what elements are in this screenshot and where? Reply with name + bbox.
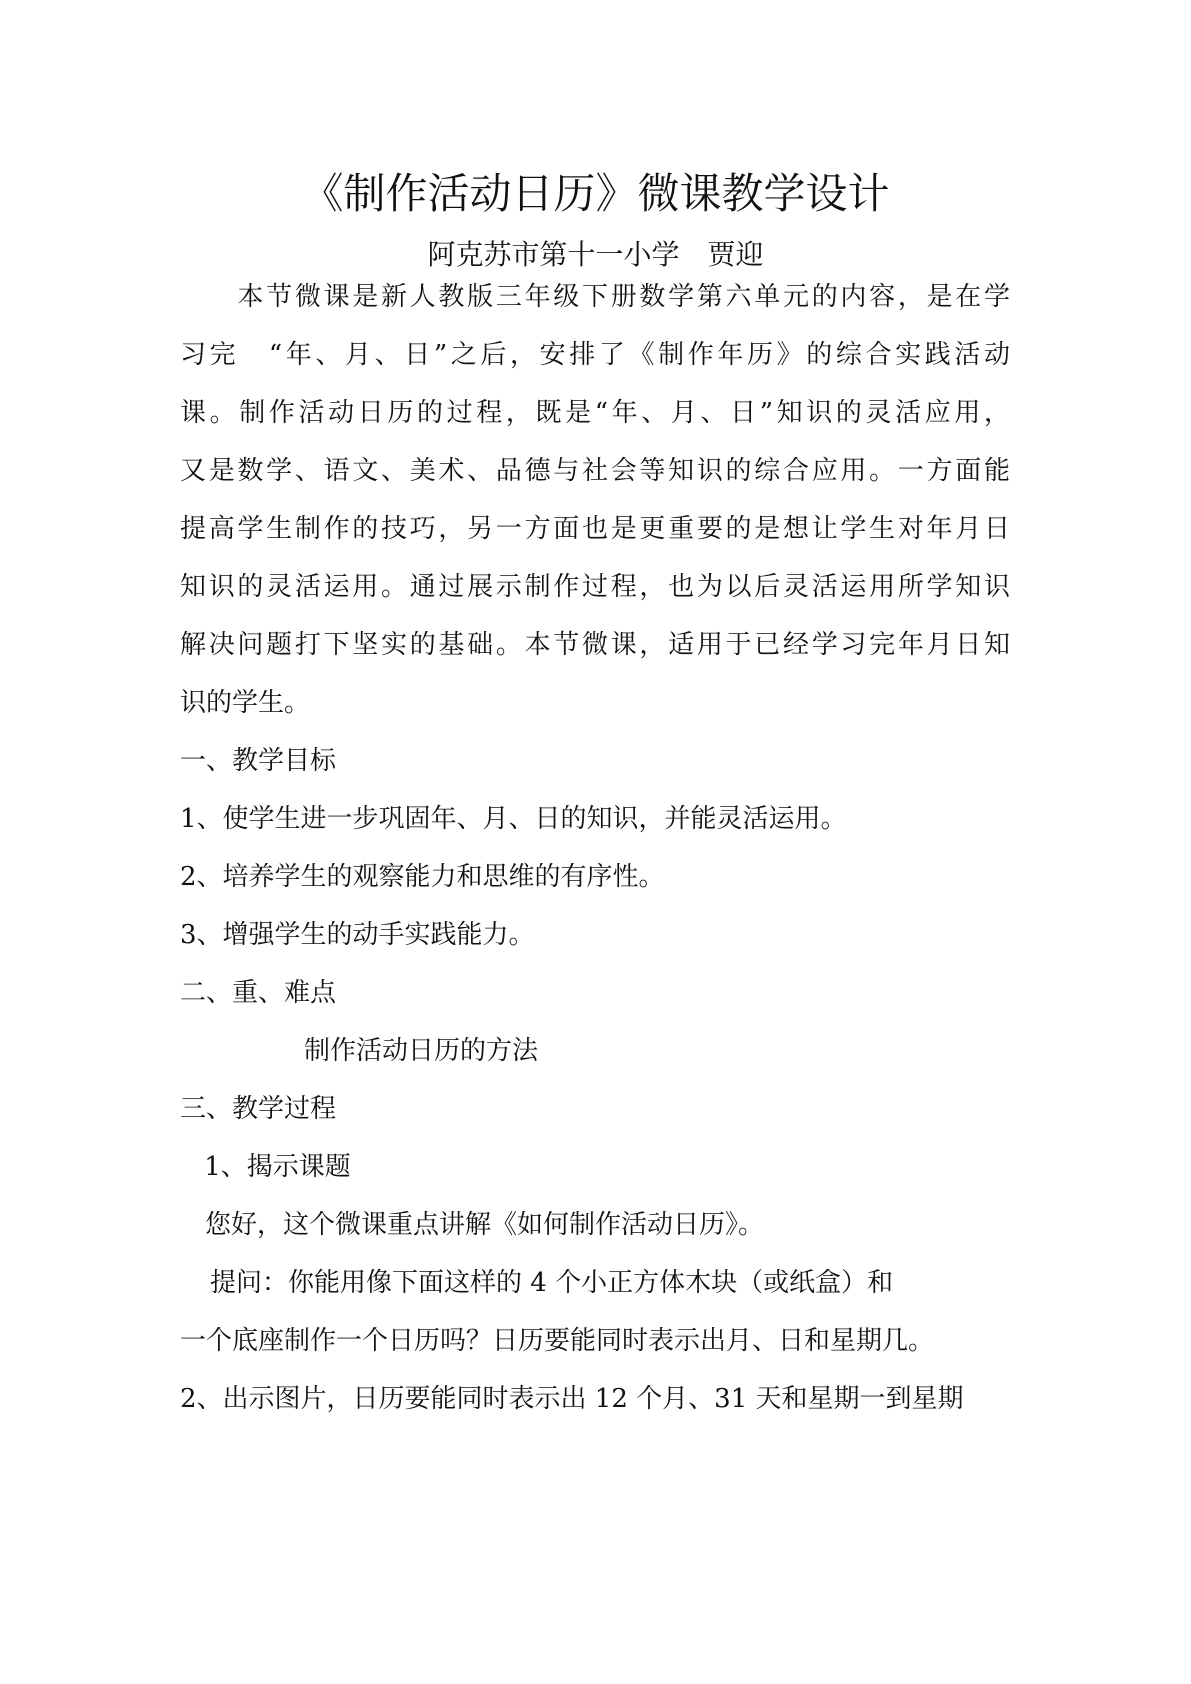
intro-line: 课。制作活动日历的过程，既是“年、月、日”知识的灵活应用， <box>180 398 1010 428</box>
step-2-text: 2、出示图片，日历要能同时表示出 12 个月、31 天和星期一到星期 <box>180 1384 964 1414</box>
document-title: 《制作活动日历》微课教学设计 <box>301 169 890 218</box>
section-heading-goals: 一、教学目标 <box>180 746 337 776</box>
section-heading-process: 三、教学过程 <box>180 1094 337 1124</box>
key-point-text: 制作活动日历的方法 <box>304 1036 539 1066</box>
intro-line: 识的学生。 <box>180 688 311 718</box>
goal-item: 3、增强学生的动手实践能力。 <box>180 920 535 950</box>
step-1-heading: 1、揭示课题 <box>196 1152 351 1182</box>
section-heading-key-points: 二、重、难点 <box>180 978 337 1008</box>
intro-line: 本节微课是新人教版三年级下册数学第六单元的内容，是在学 <box>180 282 1010 312</box>
goal-item: 1、使学生进一步巩固年、月、日的知识，并能灵活运用。 <box>180 804 847 834</box>
intro-line: 解决问题打下坚实的基础。本节微课，适用于已经学习完年月日知 <box>180 630 1010 660</box>
step-1-text: 您好，这个微课重点讲解《如何制作活动日历》。 <box>205 1210 765 1240</box>
goal-item: 2、培养学生的观察能力和思维的有序性。 <box>180 862 665 892</box>
intro-line: 提高学生制作的技巧，另一方面也是更重要的是想让学生对年月日 <box>180 514 1010 544</box>
question-line: 提问：你能用像下面这样的 4 个小正方体木块（或纸盒）和 <box>210 1268 894 1298</box>
intro-line: 习完 “年、月、日”之后，安排了《制作年历》的综合实践活动 <box>180 340 1010 370</box>
question-line: 一个底座制作一个日历吗？日历要能同时表示出月、日和星期几。 <box>180 1326 935 1356</box>
intro-line: 知识的灵活运用。通过展示制作过程，也为以后灵活运用所学知识 <box>180 572 1010 602</box>
author-line: 阿克苏市第十一小学 贾迎 <box>427 238 764 271</box>
intro-line: 又是数学、语文、美术、品德与社会等知识的综合应用。一方面能 <box>180 456 1010 486</box>
